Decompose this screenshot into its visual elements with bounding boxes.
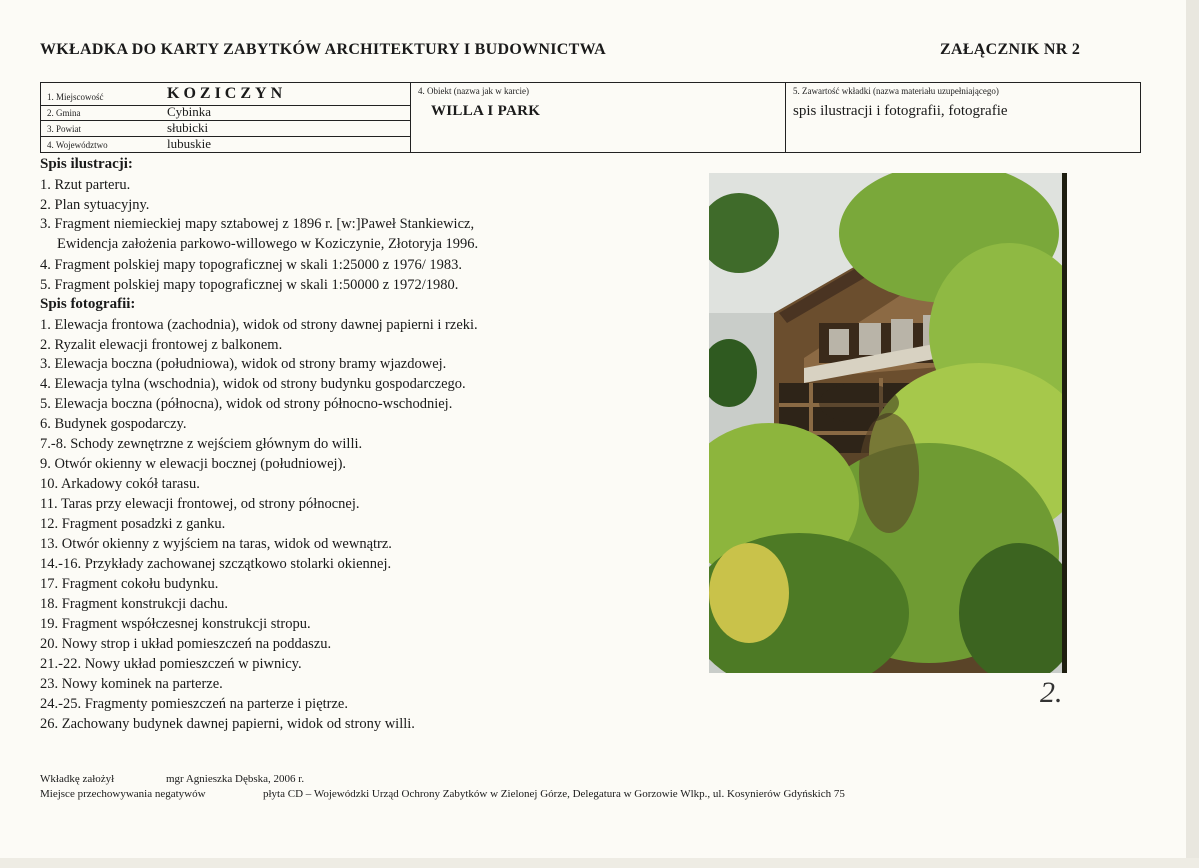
photo-list-item: 11. Taras przy elewacji frontowej, od strony północnej. — [40, 496, 360, 512]
photo-list-item: 1. Elewacja frontowa (zachodnia), widok od strony dawnej papierni i rzeki. — [40, 317, 478, 333]
illustration-item: 5. Fragment polskiej mapy topograficznej w skali 1:50000 z 1972/1980. — [40, 277, 459, 293]
sheet-edge — [1186, 0, 1199, 868]
location-form-table — [40, 82, 1141, 153]
photo-list-item: 23. Nowy kominek na parterze. — [40, 676, 223, 692]
object-value: WILLA I PARK — [431, 103, 541, 119]
author-value: mgr Agnieszka Dębska, 2006 r. — [166, 773, 305, 785]
illustration-item: 3. Fragment niemieckiej mapy sztabowej z 1896 r. [w:]Paweł Stankiewicz, — [40, 216, 475, 232]
illustration-item: 4. Fragment polskiej mapy topograficznej w skali 1:25000 z 1976/ 1983. — [40, 257, 463, 273]
photo-list-item: 18. Fragment konstrukcji dachu. — [40, 596, 229, 612]
photo-list-item: 13. Otwór okienny z wyjściem na taras, widok od wewnątrz. — [40, 536, 392, 552]
photo-list-item: 17. Fragment cokołu budynku. — [40, 576, 219, 592]
locality-value: KOZICZYN — [167, 85, 287, 102]
villa-photograph — [709, 173, 1062, 673]
illustrations-heading: Spis ilustracji: — [40, 156, 133, 172]
illustration-item: 1. Rzut parteru. — [40, 177, 131, 193]
villa-photograph-illustration — [709, 173, 1062, 673]
row-divider — [41, 120, 410, 121]
photo-list-item: 6. Budynek gospodarczy. — [40, 416, 187, 432]
illustration-item: 2. Plan sytuacyjny. — [40, 197, 150, 213]
table-divider — [410, 83, 411, 152]
photo-list-item: 9. Otwór okienny w elewacji bocznej (południowej). — [40, 456, 347, 472]
voivodeship-label: 4. Województwo — [47, 140, 108, 150]
county-label: 3. Powiat — [47, 124, 82, 134]
content-label: 5. Zawartość wkładki (nazwa materiału uzupełniającego) — [793, 86, 999, 96]
table-divider — [785, 83, 786, 152]
photo-list-item: 14.-16. Przykłady zachowanej szczątkowo stolarki okiennej. — [40, 556, 392, 572]
locality-label: 1. Miejscowość — [47, 92, 104, 102]
photo-list-item: 3. Elewacja boczna (południowa), widok od strony bramy wjazdowej. — [40, 356, 447, 372]
photo-list-item: 12. Fragment posadzki z ganku. — [40, 516, 226, 532]
county-value: słubicki — [167, 120, 209, 135]
photo-list-item: 5. Elewacja boczna (północna), widok od strony północno-wschodniej. — [40, 396, 453, 412]
photo-list-item: 24.-25. Fragmenty pomieszczeń na parterze i piętrze. — [40, 696, 348, 712]
row-divider — [41, 105, 410, 106]
sheet-bottom-edge — [0, 858, 1199, 868]
photo-shadow — [1062, 173, 1067, 673]
photo-list-item: 20. Nowy strop i układ pomieszczeń na poddaszu. — [40, 636, 332, 652]
commune-label: 2. Gmina — [47, 108, 81, 118]
author-label: Wkładkę założył — [40, 773, 115, 785]
photo-list-item: 7.-8. Schody zewnętrzne z wejściem głównym do willi. — [40, 436, 363, 452]
photo-list-item: 4. Elewacja tylna (wschodnia), widok od strony budynku gospodarczego. — [40, 376, 466, 392]
annex-number: ZAŁĄCZNIK NR 2 — [940, 41, 1081, 58]
commune-value: Cybinka — [167, 104, 212, 119]
photo-list-item: 2. Ryzalit elewacji frontowej z balkonem. — [40, 337, 283, 353]
photo-list-item: 10. Arkadowy cokół tarasu. — [40, 476, 200, 492]
document-title: WKŁADKA DO KARTY ZABYTKÓW ARCHITEKTURY I BUDOWNICTWA — [40, 41, 606, 58]
photos-heading: Spis fotografii: — [40, 296, 136, 312]
illustration-item-continued: Ewidencja założenia parkowo-willowego w Koziczynie, Złotoryja 1996. — [57, 236, 479, 252]
row-divider — [41, 136, 410, 137]
storage-label: Miejsce przechowywania negatywów — [40, 788, 206, 800]
voivodeship-value: lubuskie — [167, 136, 212, 151]
photo-list-item: 21.-22. Nowy układ pomieszczeń w piwnicy. — [40, 656, 302, 672]
storage-value: płyta CD – Wojewódzki Urząd Ochrony Zabytków w Zielonej Górze, Delegatura w Gorzowie Wlkp., ul. Kosynierów Gdyńskich 75 — [263, 788, 845, 800]
photo-number: 2. — [1040, 676, 1063, 709]
object-label: 4. Obiekt (nazwa jak w karcie) — [418, 86, 529, 96]
content-value: spis ilustracji i fotografii, fotografie — [793, 103, 1008, 119]
photo-list-item: 26. Zachowany budynek dawnej papierni, widok od strony willi. — [40, 716, 415, 732]
photo-list-item: 19. Fragment współczesnej konstrukcji stropu. — [40, 616, 311, 632]
